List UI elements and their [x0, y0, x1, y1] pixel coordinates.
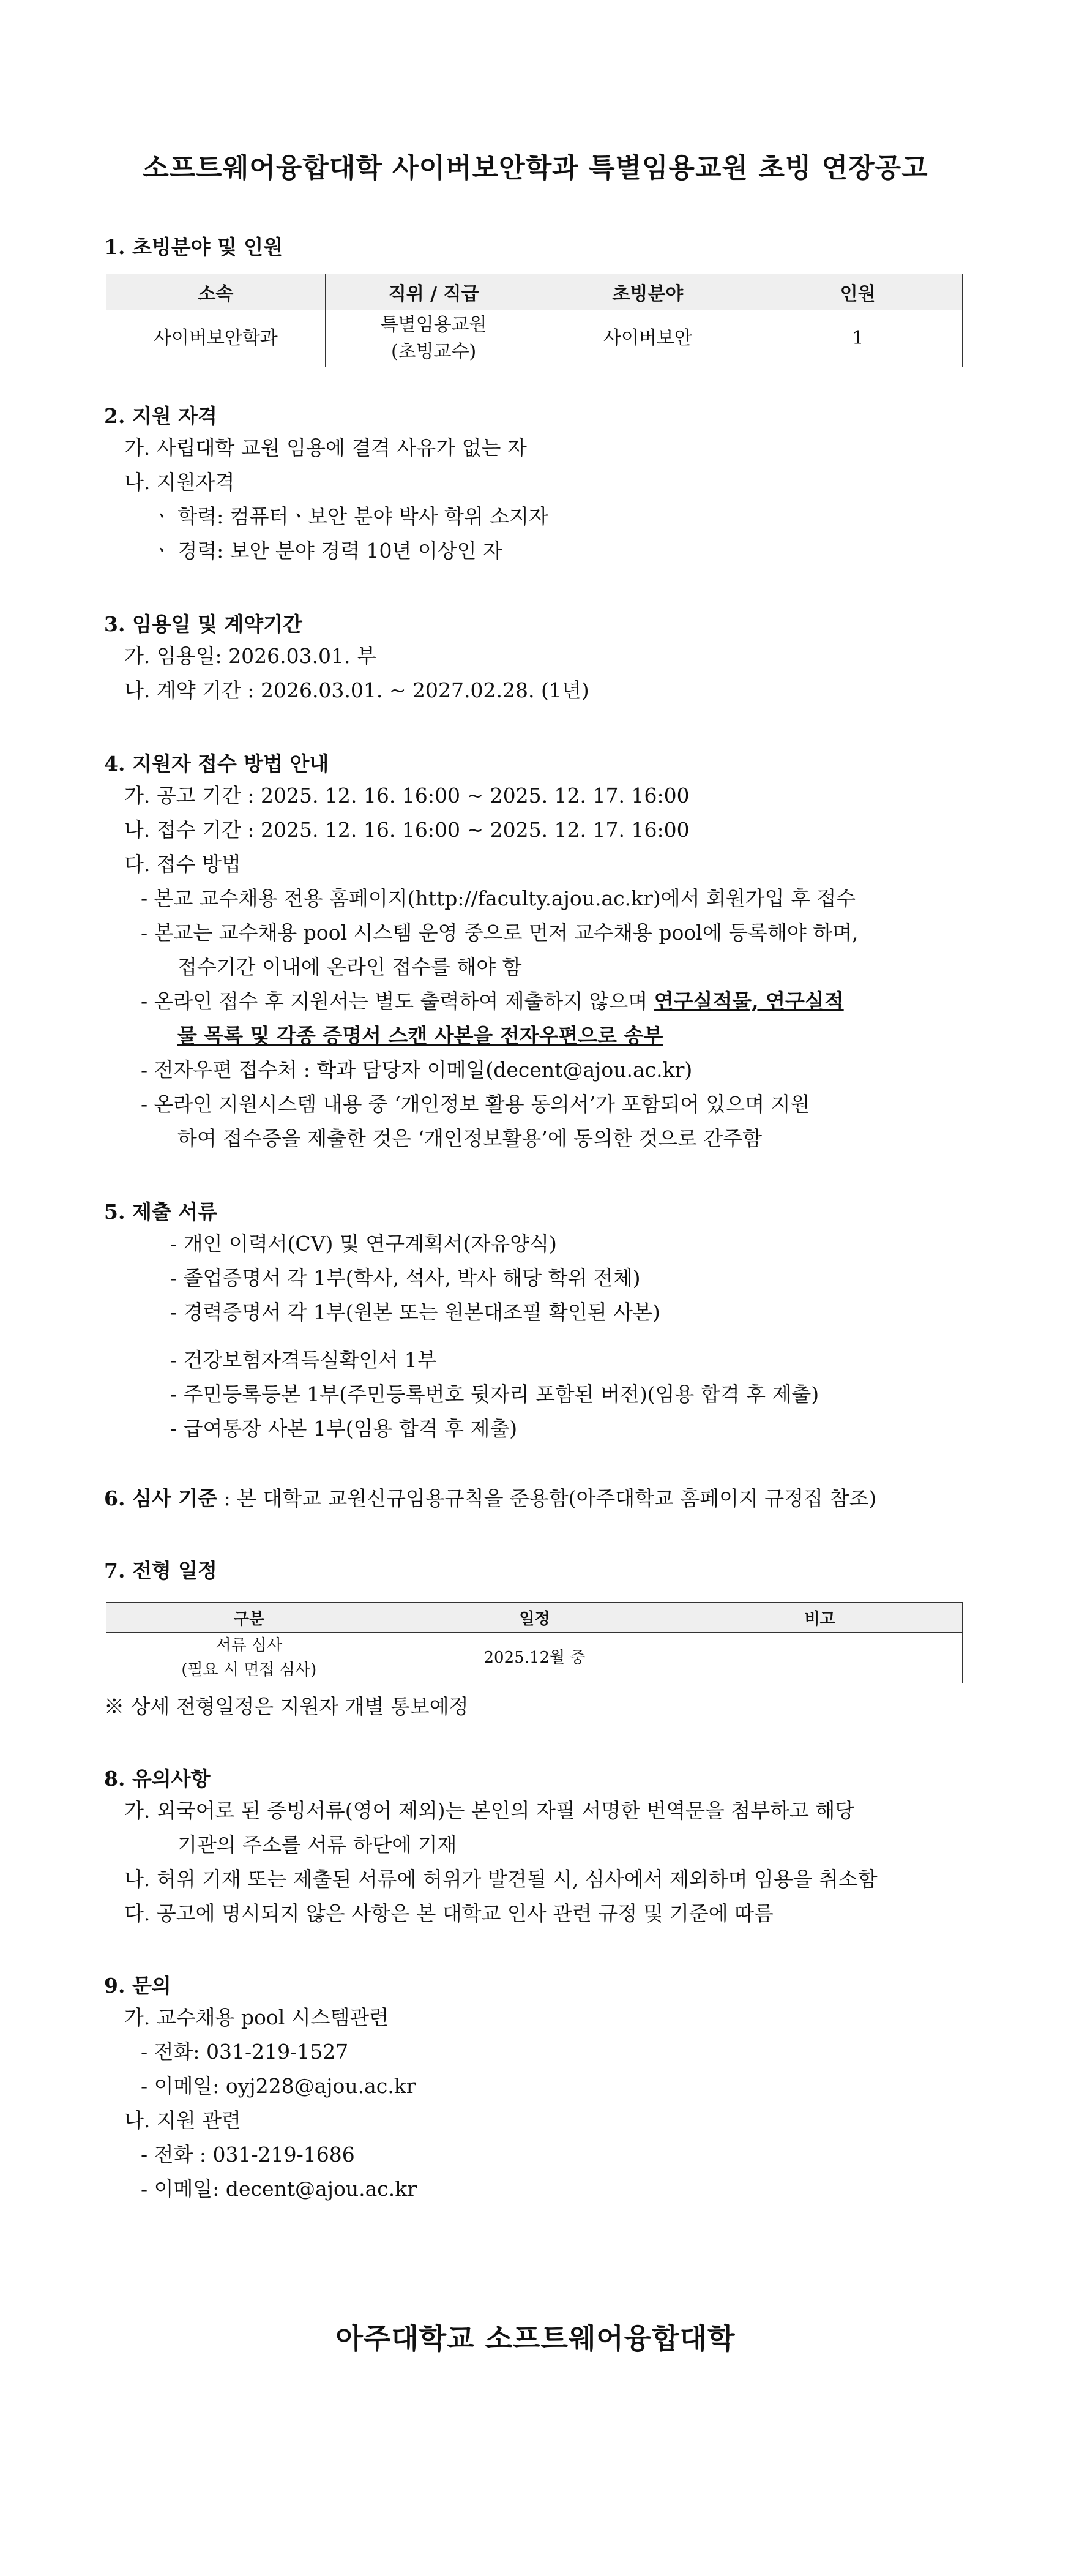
section-6-line	[104, 1485, 876, 1512]
document-item: - 주민등록등본 1부(주민등록번호 뒷자리 포함된 버전)(임용 합격 후 제출)	[170, 1382, 819, 1406]
section-8-heading: 8. 유의사항	[104, 1767, 211, 1791]
section-4-heading: 4. 지원자 접수 방법 안내	[104, 752, 329, 776]
qualification-item: 나. 지원자격	[124, 470, 235, 494]
appointment-item: 나. 계약 기간 : 2026.03.01. ~ 2027.02.28. (1년)	[124, 678, 589, 702]
notice-item: 가. 외국어로 된 증빙서류(영어 제외)는 본인의 자필 서명한 번역문을 첨부하고 해당	[124, 1799, 855, 1822]
type-line: (필요 시 면접 심사)	[181, 1661, 317, 1679]
position-line: (초빙교수)	[390, 341, 477, 362]
section-9-heading: 9. 문의	[104, 1974, 171, 1998]
application-subitem-cont: 접수기간 이내에 온라인 접수를 해야 함	[177, 955, 522, 979]
application-item: 가. 공고 기간 : 2025. 12. 16. 16:00 ~ 2025. 12. 17. 16:00	[124, 784, 690, 807]
application-subitem: - 온라인 지원시스템 내용 중 ‘개인정보 활용 동의서’가 포함되어 있으며 지원	[141, 1092, 810, 1116]
table-header-cell: 직위 / 직급	[325, 274, 542, 310]
contact-email: - 이메일: decent@ajou.ac.kr	[141, 2177, 417, 2201]
contact-group: 나. 지원 관련	[124, 2108, 241, 2132]
section-5-heading: 5. 제출 서류	[104, 1200, 217, 1224]
section-6-heading: 6. 심사 기준	[104, 1486, 217, 1510]
table-cell-type	[106, 1633, 392, 1683]
table-header-row	[106, 1603, 963, 1633]
page-title: 소프트웨어융합대학 사이버보안학과 특별임용교원 초빙 연장공고	[143, 152, 928, 184]
application-subitem-cont	[177, 1022, 663, 1049]
application-item: 나. 접수 기간 : 2025. 12. 16. 16:00 ~ 2025. 12. 17. 16:00	[124, 818, 690, 842]
contact-phone: - 전화 : 031-219-1686	[141, 2143, 355, 2166]
positions-table	[106, 274, 963, 367]
qualification-item: 가. 사립대학 교원 임용에 결격 사유가 없는 자	[124, 436, 527, 460]
notice-item-cont: 기관의 주소를 서류 하단에 기재	[177, 1833, 457, 1857]
application-item: 다. 접수 방법	[124, 852, 241, 876]
table-header-cell: 비고	[677, 1603, 963, 1633]
emphasis-text: 연구실적물, 연구실적	[654, 989, 844, 1013]
emphasis-text: 물 목록 및 각종 증명서 스캔 사본을 전자우편으로 송부	[177, 1024, 663, 1047]
document-item: - 졸업증명서 각 1부(학사, 석사, 박사 해당 학위 전체)	[170, 1266, 641, 1290]
table-cell-count: 1	[753, 310, 963, 367]
application-subitem: - 본교 교수채용 전용 홈페이지(http://faculty.ajou.ac.kr)에서 회원가입 후 접수	[141, 886, 856, 910]
application-subitem: - 전자우편 접수처 : 학과 담당자 이메일(decent@ajou.ac.kr)	[141, 1058, 693, 1082]
table-row	[106, 310, 963, 367]
application-subitem	[141, 988, 844, 1015]
application-text: - 온라인 접수 후 지원서는 별도 출력하여 제출하지 않으며	[141, 989, 654, 1013]
document-item: - 건강보험자격득실확인서 1부	[170, 1348, 437, 1372]
qualification-subitem: ㆍ 경력: 보안 분야 경력 10년 이상인 자	[152, 539, 502, 563]
section-2-heading: 2. 지원 자격	[104, 404, 217, 428]
qualification-subitem: ㆍ 학력: 컴퓨터ㆍ보안 분야 박사 학위 소지자	[152, 504, 548, 528]
table-header-cell: 구분	[106, 1603, 392, 1633]
position-line: 특별임용교원	[380, 314, 487, 335]
table-cell-dept: 사이버보안학과	[106, 310, 326, 367]
footer-signature: 아주대학교 소프트웨어융합대학	[335, 2322, 736, 2355]
table-row	[106, 1633, 963, 1683]
document-item: - 경력증명서 각 1부(원본 또는 원본대조필 확인된 사본)	[170, 1300, 660, 1324]
document-item: - 개인 이력서(CV) 및 연구계획서(자유양식)	[170, 1232, 557, 1256]
section-1-heading: 1. 초빙분야 및 인원	[104, 235, 283, 259]
application-subitem-cont: 하여 접수증을 제출한 것은 ‘개인정보활용’에 동의한 것으로 간주함	[177, 1126, 763, 1150]
document-item: - 급여통장 사본 1부(임용 합격 후 제출)	[170, 1417, 518, 1440]
table-header-cell: 초빙분야	[542, 274, 753, 310]
table-cell-note	[677, 1633, 963, 1683]
table-cell-field: 사이버보안	[542, 310, 753, 367]
table-header-cell: 인원	[753, 274, 963, 310]
table-header-row	[106, 274, 963, 310]
contact-group: 가. 교수채용 pool 시스템관련	[124, 2005, 389, 2029]
section-7-heading: 7. 전형 일정	[104, 1559, 217, 1582]
application-subitem: - 본교는 교수채용 pool 시스템 운영 중으로 먼저 교수채용 pool에 등록해야 하며,	[141, 921, 859, 945]
contact-email: - 이메일: oyj228@ajou.ac.kr	[141, 2074, 416, 2098]
table-header-cell: 일정	[392, 1603, 677, 1633]
contact-phone: - 전화: 031-219-1527	[141, 2040, 349, 2064]
schedule-table	[106, 1602, 963, 1683]
appointment-item: 가. 임용일: 2026.03.01. 부	[124, 644, 376, 668]
section-3-heading: 3. 임용일 및 계약기간	[104, 612, 302, 636]
section-6-text: : 본 대학교 교원신규임용규칙을 준용함(아주대학교 홈페이지 규정집 참조)	[217, 1486, 877, 1510]
schedule-note: ※ 상세 전형일정은 지원자 개별 통보예정	[104, 1694, 469, 1718]
type-line: 서류 심사	[215, 1636, 283, 1655]
table-cell-position	[325, 310, 542, 367]
notice-item: 나. 허위 기재 또는 제출된 서류에 허위가 발견될 시, 심사에서 제외하며 임용을 취소함	[124, 1867, 878, 1891]
table-header-cell: 소속	[106, 274, 326, 310]
notice-item: 다. 공고에 명시되지 않은 사항은 본 대학교 인사 관련 규정 및 기준에 따름	[124, 1901, 774, 1925]
table-cell-date: 2025.12월 중	[392, 1633, 677, 1683]
